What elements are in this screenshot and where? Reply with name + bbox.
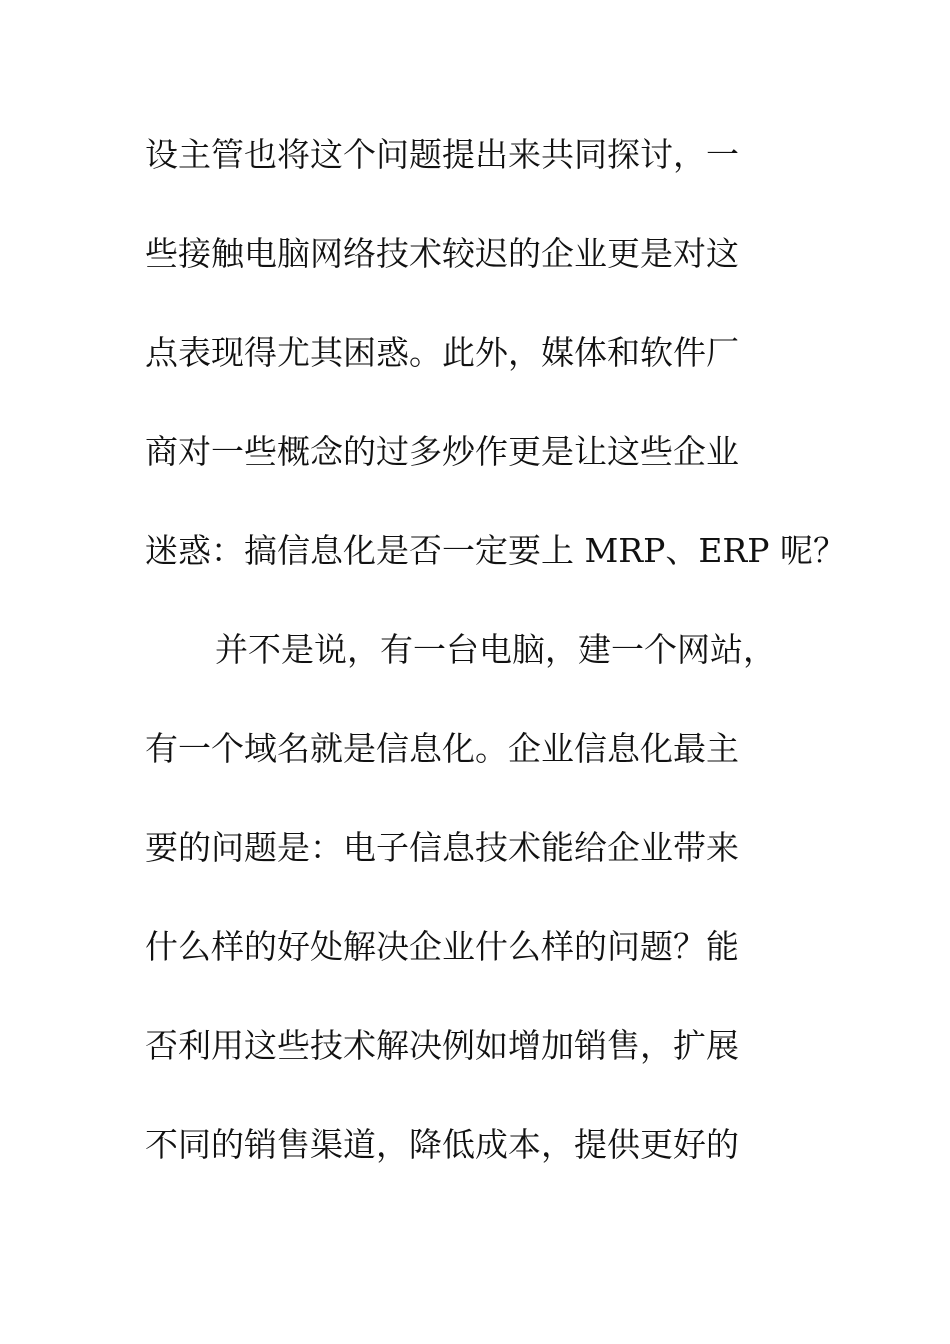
- text-line: 迷惑：搞信息化是否一定要上 MRP、ERP 呢？: [145, 531, 846, 570]
- paragraph-start-line: 并不是说，有一台电脑，建一个网站，: [215, 630, 776, 669]
- text-line: 商对一些概念的过多炒作更是让这些企业: [145, 432, 739, 471]
- text-line: 什么样的好处解决企业什么样的问题？能: [145, 927, 739, 966]
- text-line: 不同的销售渠道，降低成本，提供更好的: [145, 1125, 739, 1164]
- body-text: [145, 128, 846, 1217]
- text-line: 要的问题是：电子信息技术能给企业带来: [145, 828, 739, 867]
- text-line: 设主管也将这个问题提出来共同探讨，一: [145, 135, 739, 174]
- text-line: 否利用这些技术解决例如增加销售，扩展: [145, 1026, 739, 1065]
- text-line: 点表现得尤其困惑。此外，媒体和软件厂: [145, 333, 739, 372]
- text-line: 些接触电脑网络技术较迟的企业更是对这: [145, 234, 739, 273]
- text-line: 有一个域名就是信息化。企业信息化最主: [145, 729, 739, 768]
